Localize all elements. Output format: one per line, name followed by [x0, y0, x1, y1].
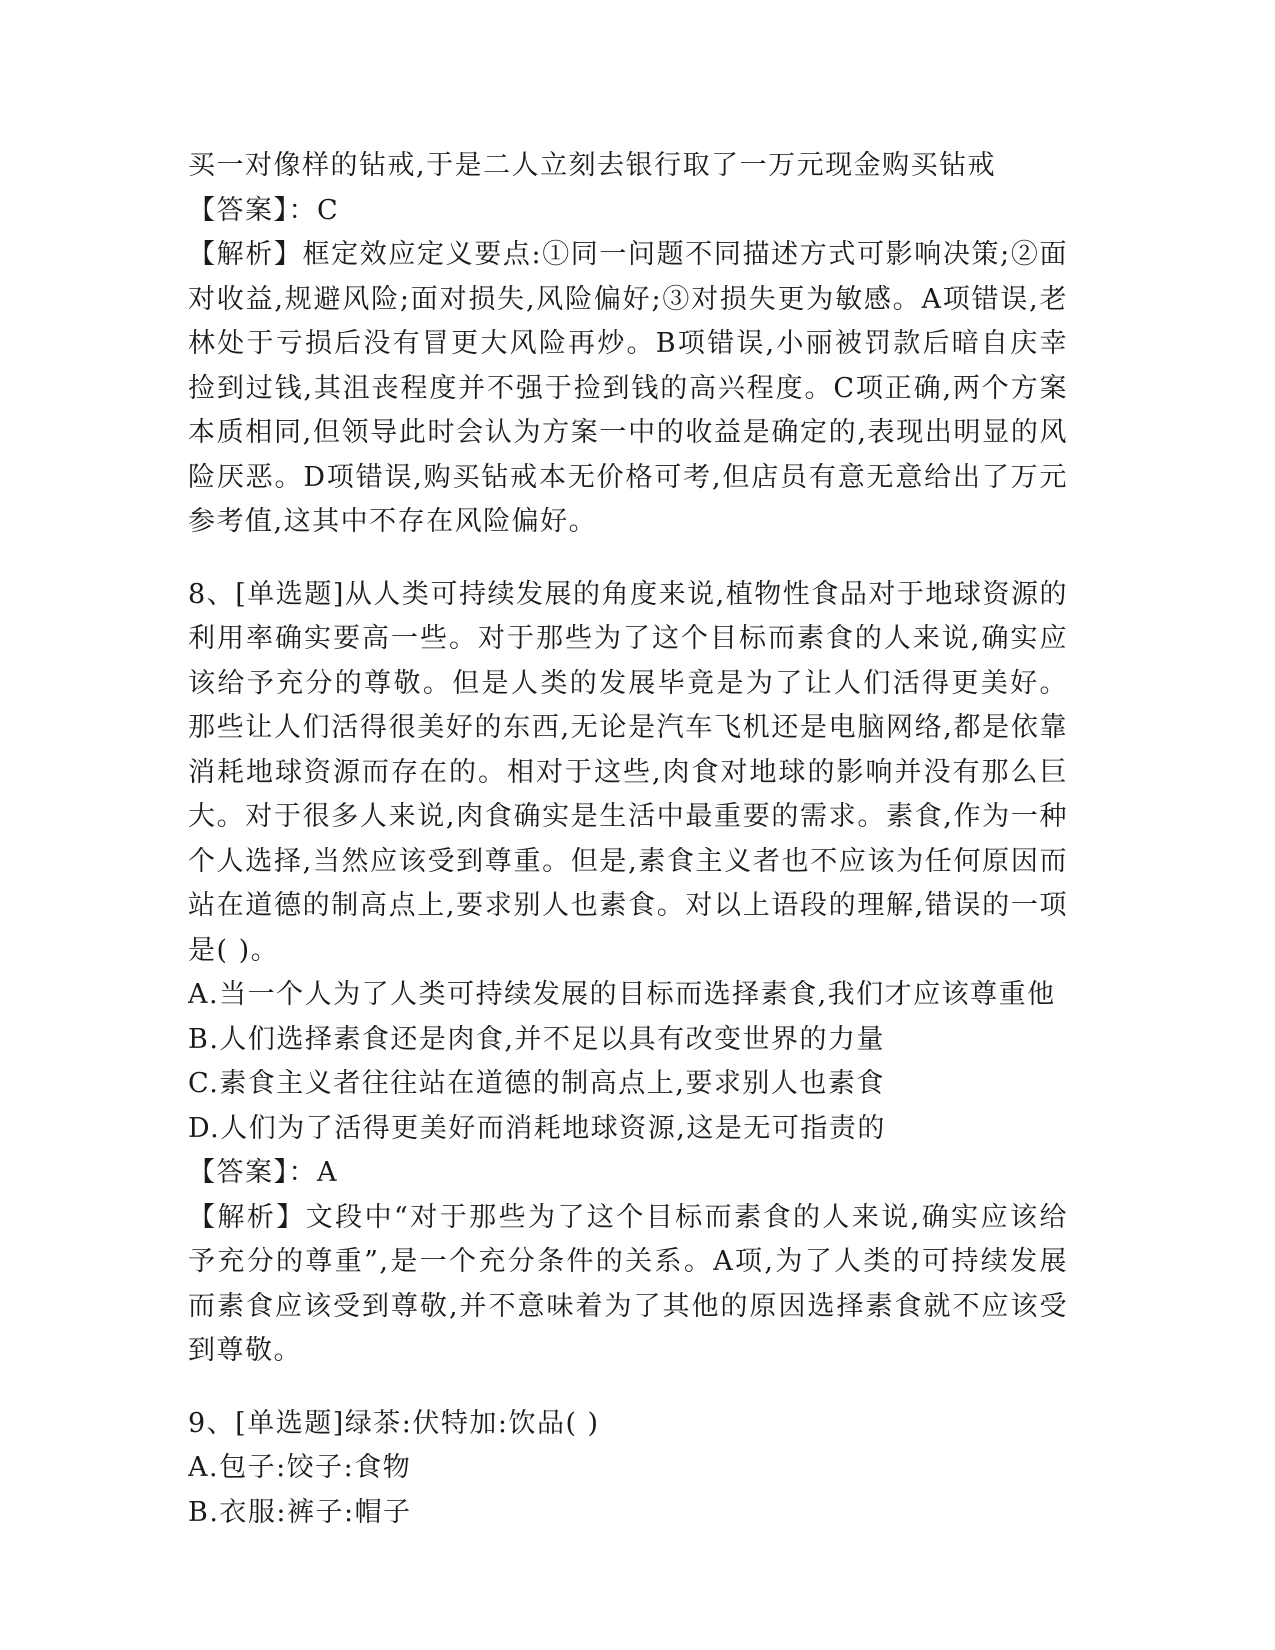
- q9-option-b: B.衣服:裤子:帽子: [188, 1496, 412, 1528]
- q7-answer: 【答案】：C: [188, 194, 340, 226]
- q8-option-b: B.人们选择素食还是肉食,并不足以具有改变世界的力量: [188, 1023, 886, 1055]
- q8-option-d: D.人们为了活得更美好而消耗地球资源,这是无可指责的: [188, 1112, 886, 1144]
- q8-analysis: 【解析】文段中“对于那些为了这个目标而素食的人来说,确实应该给予充分的尊重”,是一个充分条件的关系。A项,为了人类的可持续发展而素食应该受到尊敬,并不意味着为了其他的原因选择素食就不应该受到尊敬。: [188, 1201, 1068, 1366]
- spacer: [188, 545, 1068, 573]
- q9-option-a: A.包子:饺子:食物: [188, 1452, 412, 1483]
- q9-stem: 9、[单选题]绿茶:伏特加:饮品( ): [188, 1407, 600, 1439]
- q8-answer: 【答案】：A: [188, 1157, 338, 1188]
- question-8: [188, 573, 1068, 1374]
- question-9: [188, 1402, 1068, 1536]
- document-page: [188, 144, 1068, 1535]
- question-7-tail: [188, 144, 1068, 545]
- q8-stem: 8、[单选题]从人类可持续发展的角度来说,植物性食品对于地球资源的利用率确实要高一些。对于那些为了这个目标而素食的人来说,确实应该给予充分的尊敬。但是人类的发展毕竟是为了让人们活得更美好。那些让人们活得很美好的东西,无论是汽车飞机还是电脑网络,都是依靠消耗地球资源而存在的。相对于这些,肉食对地球的影响并没有那么巨大。对于很多人来说,肉食确实是生活中最重要的需求。素食,作为一种个人选择,当然应该受到尊重。但是,素食主义者也不应该为任何原因而站在道德的制高点上,要求别人也素食。对以上语段的理解,错误的一项是( )。: [188, 578, 1068, 966]
- q8-option-a: A.当一个人为了人类可持续发展的目标而选择素食,我们才应该尊重他: [188, 979, 1056, 1010]
- q8-option-c: C.素食主义者往往站在道德的制高点上,要求别人也素食: [188, 1068, 885, 1099]
- q7-option-d-continuation: 买一对像样的钻戒,于是二人立刻去银行取了一万元现金购买钻戒: [188, 150, 997, 181]
- spacer: [188, 1374, 1068, 1402]
- q7-analysis: 【解析】框定效应定义要点:①同一问题不同描述方式可影响决策;②面对收益,规避风险;面对损失,风险偏好;③对损失更为敏感。A项错误,老林处于亏损后没有冒更大风险再炒。B项错误,小丽被罚款后暗自庆幸捡到过钱,其沮丧程度并不强于捡到钱的高兴程度。C项正确,两个方案本质相同,但领导此时会认为方案一中的收益是确定的,表现出明显的风险厌恶。D项错误,购买钻戒本无价格可考,但店员有意无意给出了万元参考值,这其中不存在风险偏好。: [188, 239, 1068, 537]
